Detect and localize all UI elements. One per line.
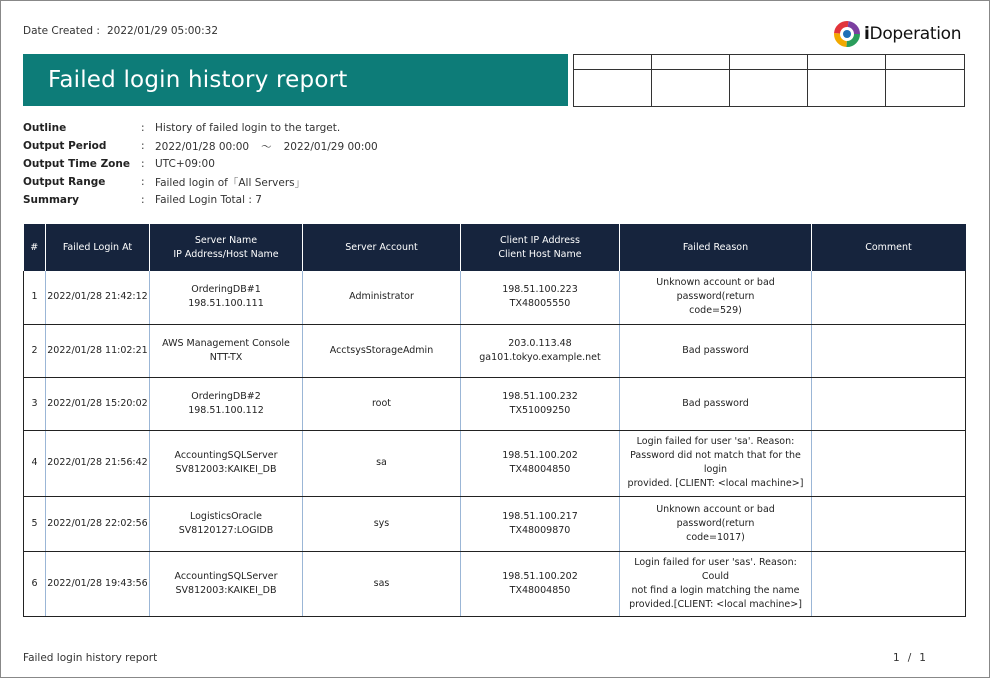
table-row — [24, 377, 966, 430]
cell-comment — [812, 271, 966, 324]
cell-account: sas — [303, 551, 461, 616]
cell-comment — [812, 430, 966, 496]
stamp-cell — [886, 70, 964, 106]
meta-time-zone: Output Time Zone : UTC+09:00 — [23, 158, 215, 170]
meta-output-period: Output Period : 2022/01/28 00:00 ～ 2022/01/29 00:00 — [23, 140, 378, 153]
col-header-reason: Failed Reason — [620, 224, 812, 271]
cell-reason: Login failed for user 'sas'. Reason: Could not find a login matching the name provided.[CLIENT: <local machine>] — [620, 551, 812, 616]
cell-comment — [812, 377, 966, 430]
stamp-header-cell — [808, 55, 886, 70]
stamp-header-cell — [730, 55, 808, 70]
cell-server: AWS Management Console NTT-TX — [150, 324, 303, 377]
cell-account: sa — [303, 430, 461, 496]
stamp-header-cell — [652, 55, 730, 70]
table-header-row — [24, 224, 966, 271]
date-created — [23, 25, 218, 37]
table-row — [24, 271, 966, 324]
meta-summary: Summary : Failed Login Total : 7 — [23, 194, 262, 206]
cell-account: root — [303, 377, 461, 430]
cell-server: AccountingSQLServer SV812003:KAIKEI_DB — [150, 551, 303, 616]
failed-login-table — [23, 224, 966, 617]
cell-reason: Login failed for user 'sa'. Reason: Password did not match that for the login provided. [CLIENT: <local machine>] — [620, 430, 812, 496]
col-header-comment: Comment — [812, 224, 966, 271]
cell-failed-at: 2022/01/28 11:02:21 — [46, 324, 150, 377]
cell-server: AccountingSQLServer SV812003:KAIKEI_DB — [150, 430, 303, 496]
cell-client: 198.51.100.223 TX48005550 — [461, 271, 620, 324]
cell-num: 3 — [24, 377, 46, 430]
cell-failed-at: 2022/01/28 21:42:12 — [46, 271, 150, 324]
cell-num: 4 — [24, 430, 46, 496]
cell-account: sys — [303, 496, 461, 551]
meta-outline: Outline : History of failed login to the target. — [23, 122, 341, 134]
meta-output-range: Output Range : Failed login of「All Servers」 — [23, 176, 306, 189]
footer-page-number: 1 / 1 — [893, 652, 926, 664]
cell-client: 198.51.100.217 TX48009870 — [461, 496, 620, 551]
cell-reason: Unknown account or bad password(return code=529) — [620, 271, 812, 324]
cell-account: Administrator — [303, 271, 461, 324]
stamp-header-cell — [574, 55, 652, 70]
cell-server: LogisticsOracle SV8120127:LOGIDB — [150, 496, 303, 551]
report-title: Failed login history report — [48, 67, 348, 93]
col-header-failed-at: Failed Login At — [46, 224, 150, 271]
cell-client: 198.51.100.232 TX51009250 — [461, 377, 620, 430]
table-row — [24, 551, 966, 616]
report-title-bar — [23, 54, 568, 106]
report-meta — [23, 119, 378, 209]
idoperation-logo — [833, 19, 961, 49]
table-row — [24, 430, 966, 496]
approval-stamp-grid — [573, 54, 965, 107]
cell-comment — [812, 324, 966, 377]
cell-num: 1 — [24, 271, 46, 324]
cell-comment — [812, 551, 966, 616]
table-row — [24, 496, 966, 551]
cell-failed-at: 2022/01/28 22:02:56 — [46, 496, 150, 551]
footer-report-name: Failed login history report — [23, 652, 158, 664]
cell-failed-at: 2022/01/28 19:43:56 — [46, 551, 150, 616]
stamp-cell — [652, 70, 730, 106]
cell-failed-at: 2022/01/28 21:56:42 — [46, 430, 150, 496]
col-header-server: Server Name IP Address/Host Name — [150, 224, 303, 271]
cell-client: 203.0.113.48 ga101.tokyo.example.net — [461, 324, 620, 377]
cell-server: OrderingDB#1 198.51.100.111 — [150, 271, 303, 324]
cell-server: OrderingDB#2 198.51.100.112 — [150, 377, 303, 430]
table-row — [24, 324, 966, 377]
date-created-value: 2022/01/29 05:00:32 — [107, 25, 219, 37]
cell-reason: Bad password — [620, 377, 812, 430]
cell-client: 198.51.100.202 TX48004850 — [461, 430, 620, 496]
stamp-cell — [808, 70, 886, 106]
logo-text: iDoperation — [864, 24, 962, 44]
cell-failed-at: 2022/01/28 15:20:02 — [46, 377, 150, 430]
stamp-header-cell — [886, 55, 964, 70]
stamp-cell — [730, 70, 808, 106]
date-created-label: Date Created : — [23, 25, 100, 37]
cell-num: 6 — [24, 551, 46, 616]
cell-comment — [812, 496, 966, 551]
cell-reason: Unknown account or bad password(return code=1017) — [620, 496, 812, 551]
col-header-num: # — [24, 224, 46, 271]
cell-account: AcctsysStorageAdmin — [303, 324, 461, 377]
stamp-cell — [574, 70, 652, 106]
col-header-client: Client IP Address Client Host Name — [461, 224, 620, 271]
col-header-account: Server Account — [303, 224, 461, 271]
cell-reason: Bad password — [620, 324, 812, 377]
logo-mark-icon — [833, 20, 861, 48]
cell-num: 5 — [24, 496, 46, 551]
cell-num: 2 — [24, 324, 46, 377]
cell-client: 198.51.100.202 TX48004850 — [461, 551, 620, 616]
